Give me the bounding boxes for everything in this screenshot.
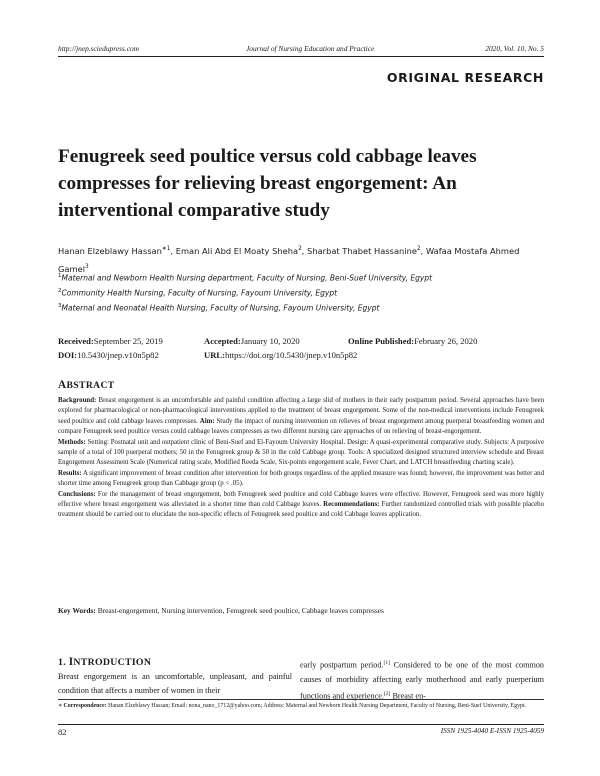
issn: ISSN 1925-4040 E-ISSN 1925-4059 [440, 727, 544, 735]
doi-url[interactable]: URL: https://doi.org/10.5430/jnep.v10n5p82 [204, 349, 358, 360]
abstract-body [58, 396, 544, 521]
author-list: Hanan Elzeblawy Hassan$^{∗1}$, Eman Ali Abd El Moaty Sheha$^2$, Sharbat Thabet Hassanine$^2$, Wafaa Mostafa Ahmed Gamel$^3$ [58, 245, 520, 274]
author-sup: 3 [85, 263, 89, 270]
abstract-methods: Methods: Setting: Postnatal unit and outpatient clinic of Beni-Suef and El-Fayoum University Hospital. Design: A quasi-experimental comparative study. Subjects: A purposive sample of a total of 100 puerperal mothers; 50 in the Fenugreek group & 50 in the cold Cabbage group. Tools: A specialized designed structured interview schedule and Breast Engorgement Assessment Scale (Numerical rating scale, Modified Reeda Scale, Six-points engorgement scale, Fever Chart, and LATCH breastfeeding charting scale). [58, 438, 544, 467]
citation[interactable]: [1] [383, 660, 391, 666]
affiliation-sup: 3 [58, 302, 62, 309]
header-rule [58, 56, 544, 57]
author-sup: ∗1 [161, 246, 171, 252]
article-title: Fenugreek seed poultice versus cold cabbage leaves compresses for relieving breast engorgement: An interventional comparative study [58, 146, 477, 221]
affiliation [58, 270, 544, 285]
affiliation-text: Community Health Nursing, Faculty of Nursing, Fayoum University, Egypt [61, 288, 338, 298]
published-date: Online Published: February 26, 2020 [348, 336, 478, 346]
volume-info: 2020, Vol. 10, No. 5 [485, 44, 544, 53]
abstract-heading: ABSTRACT [58, 379, 115, 391]
author-sup: 2 [298, 246, 302, 252]
citation[interactable]: [2] [383, 690, 391, 697]
doi: DOI: 10.5430/jnep.v10n5p82 [58, 349, 159, 360]
affiliation-sup: 1 [58, 273, 62, 279]
publication-dates [58, 335, 544, 362]
author-name: Hanan Elzeblawy Hassan [58, 245, 162, 256]
affiliation-sup: 2 [58, 287, 62, 294]
footer-rule [58, 724, 544, 725]
journal-name: Journal of Nursing Education and Practice [246, 44, 375, 53]
affiliation-text: Maternal and Neonatal Health Nursing, Faculty of Nursing, Fayoum University, Egypt [61, 303, 380, 313]
abstract-background: Background: Breast engorgement is an uncomfortable and painful condition affecting a large slid of mothers in their early postpartum period. Several approaches have been explored for pharmacological or non-pharmacological interventions applied to the treatment of breast engorgement. Some of the non-medical interventions include Fenugreek seed poultice and cold cabbage leaves compresses. Aim: Study the impact of nursing intervention on relieves of breast engorgement among puerperal breastfeeding women and compare Fenugreek seed poultice versus could cabbage leaves compresses as two different nursing care approaches of on relieving of breast-engorgement. [58, 397, 544, 436]
author-name: Eman Ali Abd El Moaty Sheha [175, 245, 299, 256]
page-number: 82 [58, 727, 67, 737]
introduction-heading: 1. INTRODUCTION [58, 656, 152, 668]
author-name: Sharbat Thabet Hassanine [307, 245, 417, 256]
keywords: Key Words: Breast-engorgement, Nursing intervention, Fenugreek seed poultice, Cabbage leaves compresses [58, 606, 384, 615]
footnote-rule [58, 699, 544, 700]
intro-left-column: Breast engorgement is an uncomfortable, unpleasant, and painful condition that affects a number of women in their [58, 672, 292, 695]
affiliation [58, 300, 544, 315]
accepted-date: Accepted: January 10, 2020 [204, 336, 300, 346]
correspondence-footnote: ∗ Correspondence: Hanan Elzeblawy Hassan; Email: nona_nano_1712@yahoo.com; Address: Maternal and Newborn Health Nursing Department, Faculty of Nursing, Beni-Suef University, Egypt. [58, 703, 527, 709]
article-type-badge: ORIGINAL RESEARCH [386, 70, 544, 85]
running-header [58, 44, 544, 56]
abstract-conclusions: Conclusions: For the management of breast engorgement, both Fenugreek seed poultice and cold Cabbage leaves were effective. However, Fenugreek seed was more highly effective where breast engorgement was alleviated in a shorter time than cold Cabbage leaves. Recommendations: Further randomized controlled trials with possible placebo treatment should be carried out to elucidate the non-specific effects of Fenugreek seed poultice and cold Cabbage leaves application. [58, 490, 545, 519]
author-sup: 2 [416, 246, 421, 252]
author-name: Wafaa Mostafa Ahmed Gamel [58, 245, 520, 274]
intro-right-column: early postpartum period.[1] Considered to be one of the most common causes of morbidity affecting early motherhood and early puerperium functions and experience.[2] Breast en- [300, 660, 545, 701]
affiliation-list [58, 270, 544, 315]
received-date: Received: September 25, 2019 [58, 336, 163, 346]
journal-url[interactable]: http://jnep.sciedupress.com [58, 44, 140, 53]
abstract-results: Results: A significant improvement of breast condition after intervention for both groups regardless of the applied measure was found; however, the improvement was better and shorter time among Fenugreek group than Cabbage group (p < .05). [58, 469, 544, 488]
affiliation-text: Maternal and Newborn Health Nursing department, Faculty of Nursing, Beni-Suef University, Egypt [61, 273, 433, 283]
affiliation [58, 285, 544, 300]
